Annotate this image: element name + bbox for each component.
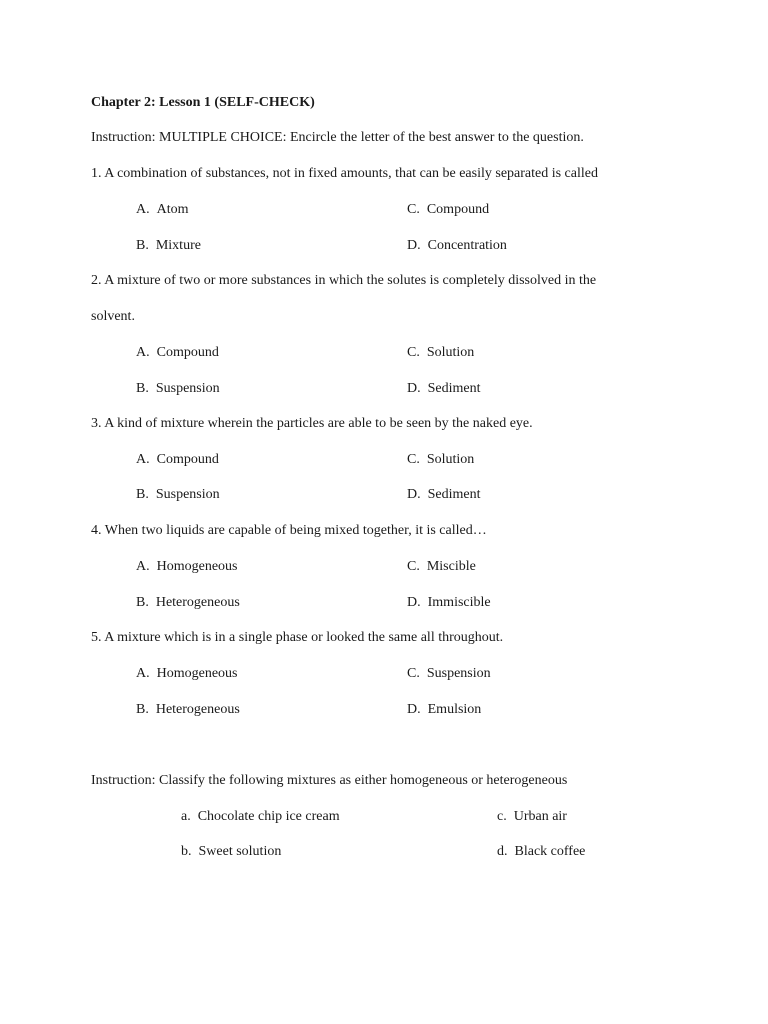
option-text: Solution [426,452,475,467]
option-letter: B. [136,595,149,610]
question-1-option-b [136,237,201,255]
question-4-option-c [407,558,476,576]
option-text: Solution [426,345,475,360]
question-3-option-c [407,451,474,469]
option-letter: A. [136,666,150,681]
option-text: Suspension [426,666,491,681]
item-letter: a. [181,809,191,824]
option-letter: C. [407,666,420,681]
classify-item-d [497,843,585,861]
question-4-stem: 4. When two liquids are capable of being mixed together, it is called… [91,523,487,538]
item-letter: b. [181,844,192,859]
question-2-option-b [136,380,220,398]
question-3-option-d [407,486,481,504]
question-4-option-b [136,594,240,612]
option-letter: A. [136,345,150,360]
question-2-option-c [407,344,474,362]
classify-item-a [181,808,340,826]
option-letter: A. [136,452,150,467]
question-3-option-b [136,486,220,504]
question-1-option-a [136,201,189,219]
option-letter: C. [407,345,420,360]
option-letter: B. [136,487,149,502]
item-text: Urban air [513,809,567,824]
option-text: Heterogeneous [155,702,240,717]
question-1-option-c [407,201,489,219]
question-5-option-a [136,665,238,683]
option-text: Sediment [427,381,481,396]
option-letter: B. [136,702,149,717]
option-text: Suspension [155,381,220,396]
item-text: Sweet solution [198,844,282,859]
option-text: Sediment [427,487,481,502]
question-5-option-d [407,701,481,719]
option-text: Suspension [155,487,220,502]
option-letter: D. [407,381,421,396]
item-letter: c. [497,809,507,824]
question-2-option-d [407,380,481,398]
instruction-multiple-choice: Instruction: MULTIPLE CHOICE: Encircle the letter of the best answer to the question. [91,130,584,145]
question-4-option-a [136,558,238,576]
option-letter: B. [136,381,149,396]
classify-item-b [181,843,281,861]
question-3-option-a [136,451,219,469]
question-1-stem: 1. A combination of substances, not in fixed amounts, that can be easily separated is called [91,166,598,181]
option-letter: A. [136,202,150,217]
option-letter: C. [407,452,420,467]
option-letter: D. [407,702,421,717]
option-text: Compound [156,345,219,360]
option-letter: D. [407,238,421,253]
question-2-stem-continued: solvent. [91,309,135,324]
option-text: Mixture [155,238,201,253]
option-text: Heterogeneous [155,595,240,610]
item-text: Black coffee [514,844,586,859]
option-letter: B. [136,238,149,253]
option-letter: D. [407,487,421,502]
option-text: Compound [426,202,490,217]
item-letter: d. [497,844,508,859]
option-text: Homogeneous [156,559,238,574]
instruction-classify: Instruction: Classify the following mixtures as either homogeneous or heterogeneous [91,773,568,788]
question-4-option-d [407,594,491,612]
option-text: Miscible [426,559,476,574]
option-letter: C. [407,202,420,217]
option-text: Immiscible [427,595,491,610]
question-1-option-d [407,237,507,255]
option-letter: D. [407,595,421,610]
option-letter: C. [407,559,420,574]
option-text: Atom [156,202,189,217]
option-letter: A. [136,559,150,574]
item-text: Chocolate chip ice cream [197,809,340,824]
question-5-option-b [136,701,240,719]
question-5-option-c [407,665,491,683]
question-5-stem: 5. A mixture which is in a single phase or looked the same all throughout. [91,630,504,645]
option-text: Homogeneous [156,666,238,681]
question-2-option-a [136,344,219,362]
page-title: Chapter 2: Lesson 1 (SELF-CHECK) [91,95,315,110]
option-text: Emulsion [427,702,482,717]
question-2-stem: 2. A mixture of two or more substances in which the solutes is completely dissolved in the [91,273,597,288]
option-text: Compound [156,452,219,467]
question-3-stem: 3. A kind of mixture wherein the particles are able to be seen by the naked eye. [91,416,533,431]
option-text: Concentration [427,238,507,253]
classify-item-c [497,808,567,826]
